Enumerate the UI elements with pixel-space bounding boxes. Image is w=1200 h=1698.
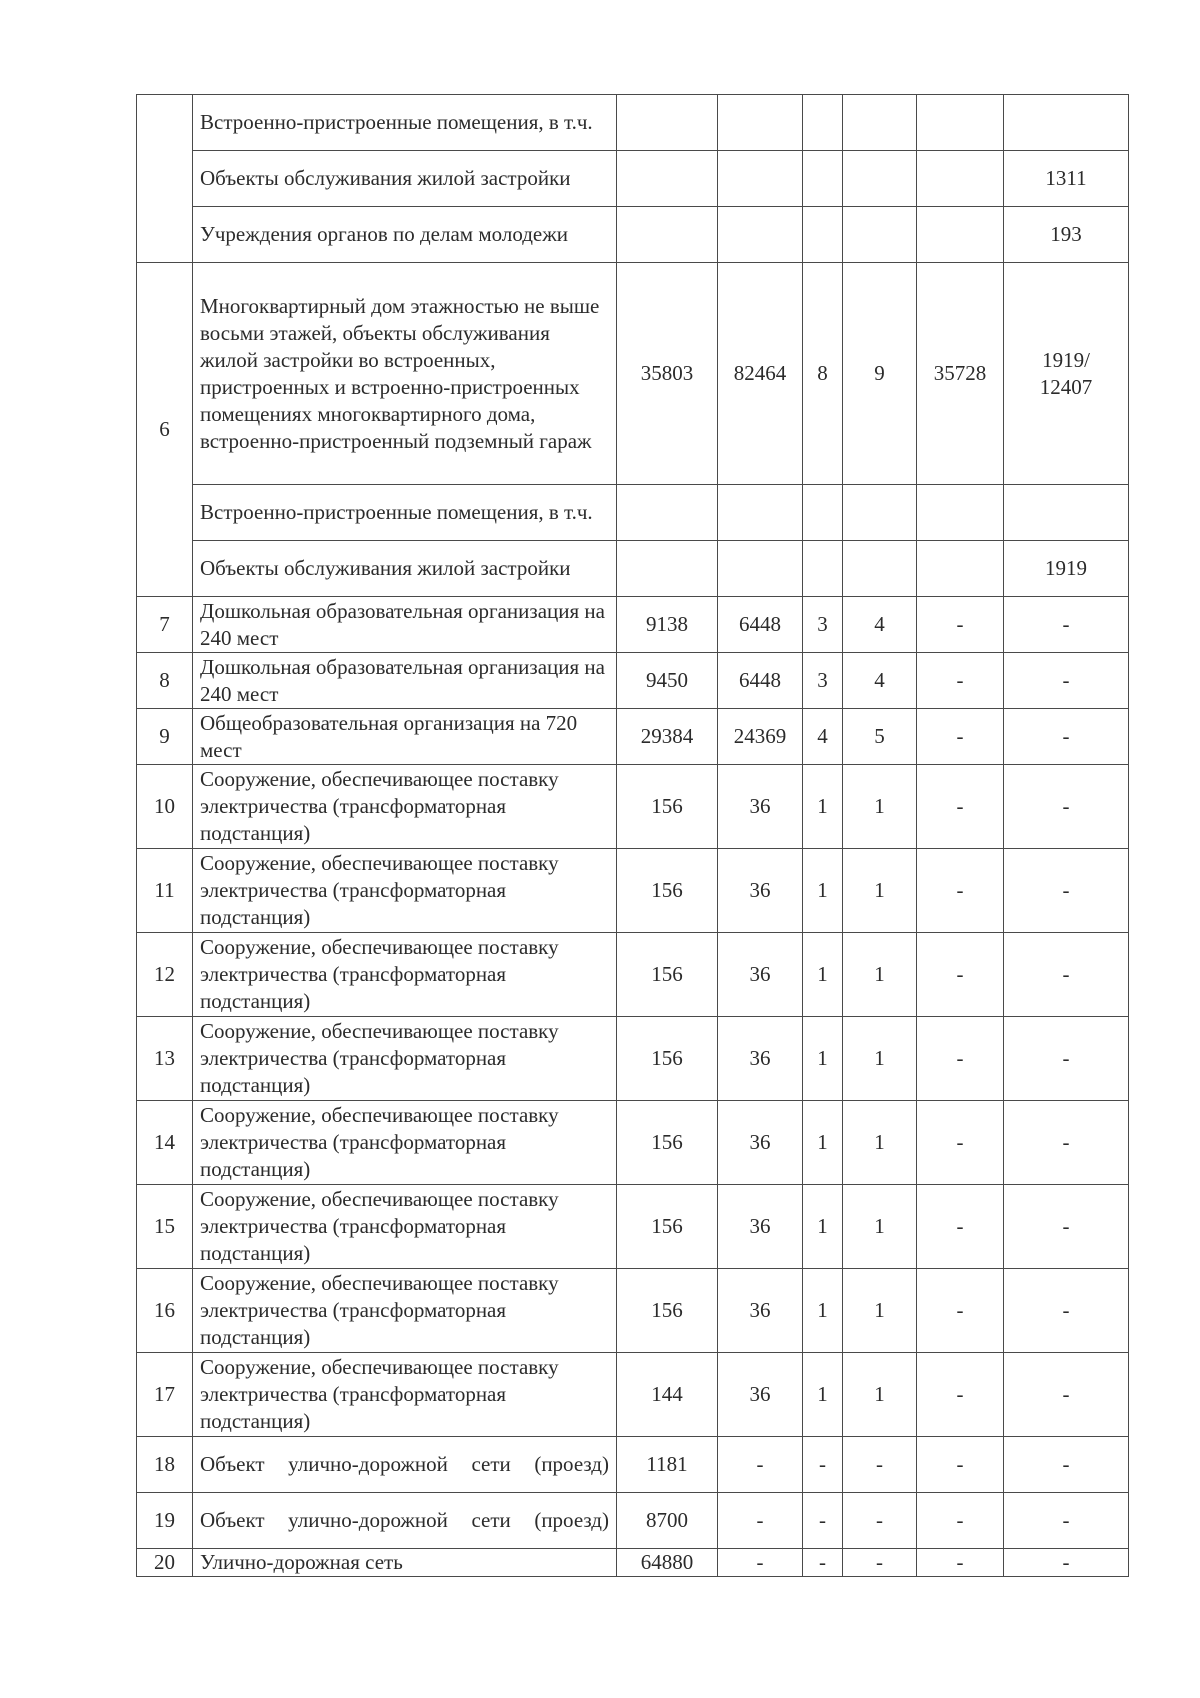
row-number: 6 [137,263,193,597]
value-cell-1: 35803 [617,263,718,485]
object-name: Встроенно-пристроенные помещения, в т.ч. [193,485,617,541]
value-cell-5 [917,207,1004,263]
table-row [137,485,1129,541]
value-cell-4: 1 [843,1353,917,1437]
row-number: 13 [137,1017,193,1101]
object-name: Общеобразовательная организация на 720 мест [193,709,617,765]
value-cell-6: - [1004,1353,1129,1437]
object-name: Объекты обслуживания жилой застройки [193,151,617,207]
table-row [137,263,1129,485]
value-cell-2: 36 [718,1353,803,1437]
value-cell-6: - [1004,1269,1129,1353]
value-cell-3: - [803,1493,843,1549]
table-row [137,1269,1129,1353]
table-row [137,1185,1129,1269]
table-row [137,151,1129,207]
value-cell-2: - [718,1437,803,1493]
value-cell-5: - [917,1269,1004,1353]
value-cell-2: 24369 [718,709,803,765]
object-name: Учреждения органов по делам молодежи [193,207,617,263]
value-cell-5: - [917,1017,1004,1101]
value-cell-1 [617,485,718,541]
value-cell-2: 36 [718,1185,803,1269]
value-cell-2: 36 [718,849,803,933]
value-cell-3: 4 [803,709,843,765]
value-cell-5: - [917,1549,1004,1577]
value-cell-6: 193 [1004,207,1129,263]
value-cell-2 [718,485,803,541]
value-cell-1: 9138 [617,597,718,653]
value-cell-4: 1 [843,933,917,1017]
row-number: 12 [137,933,193,1017]
row-number: 20 [137,1549,193,1577]
value-cell-5: - [917,1101,1004,1185]
value-cell-2 [718,151,803,207]
value-cell-6: - [1004,765,1129,849]
value-cell-3: - [803,1437,843,1493]
value-cell-3: 1 [803,933,843,1017]
row-number: 9 [137,709,193,765]
value-cell-3 [803,95,843,151]
table-row [137,597,1129,653]
value-cell-4 [843,485,917,541]
value-cell-3: 3 [803,653,843,709]
value-cell-6: - [1004,1185,1129,1269]
value-cell-4: 5 [843,709,917,765]
value-cell-1: 144 [617,1353,718,1437]
value-cell-2: 6448 [718,653,803,709]
table-row [137,709,1129,765]
object-name: Многоквартирный дом этажностью не выше восьми этажей, объекты обслуживания жилой застройки во встроенных, пристроенных и встроенно-пристроенных помещениях многоквартирного дома, встроенно-пристроенный подземный гараж [193,263,617,485]
value-cell-1 [617,541,718,597]
object-name: Объект улично-дорожной сети (проезд) [193,1437,617,1493]
value-cell-2: 6448 [718,597,803,653]
value-cell-5: 35728 [917,263,1004,485]
value-cell-3: 1 [803,849,843,933]
value-cell-6: 1919/ 12407 [1004,263,1129,485]
table-row [137,95,1129,151]
object-name: Дошкольная образовательная организация на 240 мест [193,597,617,653]
row-number: 19 [137,1493,193,1549]
value-cell-2 [718,541,803,597]
object-name: Сооружение, обеспечивающее поставку электричества (трансформаторная подстанция) [193,1185,617,1269]
value-cell-1: 29384 [617,709,718,765]
value-cell-5: - [917,1185,1004,1269]
row-number: 11 [137,849,193,933]
row-number: 14 [137,1101,193,1185]
value-cell-3 [803,151,843,207]
value-cell-4 [843,95,917,151]
value-cell-5: - [917,709,1004,765]
object-name: Улично-дорожная сеть [193,1549,617,1577]
value-cell-5: - [917,933,1004,1017]
value-cell-1: 8700 [617,1493,718,1549]
value-cell-4: 1 [843,1185,917,1269]
value-cell-1: 156 [617,1185,718,1269]
value-cell-6: - [1004,849,1129,933]
row-number: 16 [137,1269,193,1353]
value-cell-3: 1 [803,1269,843,1353]
row-number: 17 [137,1353,193,1437]
table-row [137,1353,1129,1437]
value-cell-5: - [917,1493,1004,1549]
table-row [137,653,1129,709]
value-cell-6: - [1004,597,1129,653]
value-cell-4: 1 [843,1101,917,1185]
value-cell-5: - [917,1437,1004,1493]
value-cell-3 [803,485,843,541]
value-cell-6 [1004,485,1129,541]
value-cell-5 [917,485,1004,541]
value-cell-5: - [917,849,1004,933]
value-cell-3: 1 [803,1353,843,1437]
value-cell-2: 36 [718,1269,803,1353]
table-row [137,1101,1129,1185]
table-row [137,765,1129,849]
value-cell-4: 1 [843,1017,917,1101]
value-cell-5: - [917,1353,1004,1437]
value-cell-2: 36 [718,933,803,1017]
value-cell-6: - [1004,1017,1129,1101]
object-name: Встроенно-пристроенные помещения, в т.ч. [193,95,617,151]
value-cell-4: 9 [843,263,917,485]
value-cell-3: 1 [803,1185,843,1269]
object-name: Объекты обслуживания жилой застройки [193,541,617,597]
value-cell-4 [843,541,917,597]
value-cell-2 [718,207,803,263]
object-name: Сооружение, обеспечивающее поставку электричества (трансформаторная подстанция) [193,849,617,933]
value-cell-1 [617,207,718,263]
value-cell-2: - [718,1549,803,1577]
value-cell-4: 1 [843,849,917,933]
row-number: 18 [137,1437,193,1493]
value-cell-6: 1919 [1004,541,1129,597]
value-cell-6: - [1004,709,1129,765]
value-cell-6: - [1004,1549,1129,1577]
value-cell-1 [617,151,718,207]
value-cell-6: 1311 [1004,151,1129,207]
value-cell-1: 156 [617,1269,718,1353]
value-cell-1: 156 [617,849,718,933]
value-cell-1: 156 [617,1101,718,1185]
value-cell-3 [803,207,843,263]
value-cell-5 [917,541,1004,597]
value-cell-2: 36 [718,1017,803,1101]
object-name: Сооружение, обеспечивающее поставку электричества (трансформаторная подстанция) [193,1353,617,1437]
value-cell-3: - [803,1549,843,1577]
value-cell-1: 64880 [617,1549,718,1577]
row-number: 8 [137,653,193,709]
value-cell-1: 156 [617,933,718,1017]
value-cell-5: - [917,765,1004,849]
value-cell-4 [843,207,917,263]
value-cell-1: 156 [617,1017,718,1101]
value-cell-5: - [917,653,1004,709]
objects-table [136,94,1129,1577]
value-cell-6: - [1004,933,1129,1017]
value-cell-3: 8 [803,263,843,485]
value-cell-2: - [718,1493,803,1549]
table-row [137,933,1129,1017]
object-name: Сооружение, обеспечивающее поставку электричества (трансформаторная подстанция) [193,1017,617,1101]
value-cell-2: 82464 [718,263,803,485]
value-cell-4: - [843,1493,917,1549]
value-cell-6 [1004,95,1129,151]
value-cell-6: - [1004,1493,1129,1549]
value-cell-4: 1 [843,1269,917,1353]
value-cell-1: 9450 [617,653,718,709]
value-cell-6: - [1004,653,1129,709]
object-name: Сооружение, обеспечивающее поставку электричества (трансформаторная подстанция) [193,765,617,849]
value-cell-3: 1 [803,1101,843,1185]
value-cell-2: 36 [718,765,803,849]
value-cell-1 [617,95,718,151]
row-number: 15 [137,1185,193,1269]
value-cell-2 [718,95,803,151]
value-cell-3: 1 [803,1017,843,1101]
table-row [137,1549,1129,1577]
value-cell-4: 4 [843,597,917,653]
value-cell-5 [917,95,1004,151]
value-cell-4: - [843,1549,917,1577]
table-row [137,1437,1129,1493]
table-row [137,1493,1129,1549]
value-cell-4: - [843,1437,917,1493]
value-cell-6: - [1004,1101,1129,1185]
value-cell-5: - [917,597,1004,653]
value-cell-1: 1181 [617,1437,718,1493]
object-name: Объект улично-дорожной сети (проезд) [193,1493,617,1549]
table-row [137,1017,1129,1101]
value-cell-3: 1 [803,765,843,849]
row-number [137,95,193,263]
value-cell-5 [917,151,1004,207]
value-cell-6: - [1004,1437,1129,1493]
row-number: 7 [137,597,193,653]
object-name: Дошкольная образовательная организация на 240 мест [193,653,617,709]
value-cell-4: 1 [843,765,917,849]
object-name: Сооружение, обеспечивающее поставку электричества (трансформаторная подстанция) [193,1101,617,1185]
value-cell-4 [843,151,917,207]
value-cell-3 [803,541,843,597]
row-number: 10 [137,765,193,849]
value-cell-4: 4 [843,653,917,709]
table-row [137,541,1129,597]
value-cell-1: 156 [617,765,718,849]
table-row [137,849,1129,933]
object-name: Сооружение, обеспечивающее поставку электричества (трансформаторная подстанция) [193,933,617,1017]
object-name: Сооружение, обеспечивающее поставку электричества (трансформаторная подстанция) [193,1269,617,1353]
value-cell-2: 36 [718,1101,803,1185]
value-cell-3: 3 [803,597,843,653]
table-row [137,207,1129,263]
